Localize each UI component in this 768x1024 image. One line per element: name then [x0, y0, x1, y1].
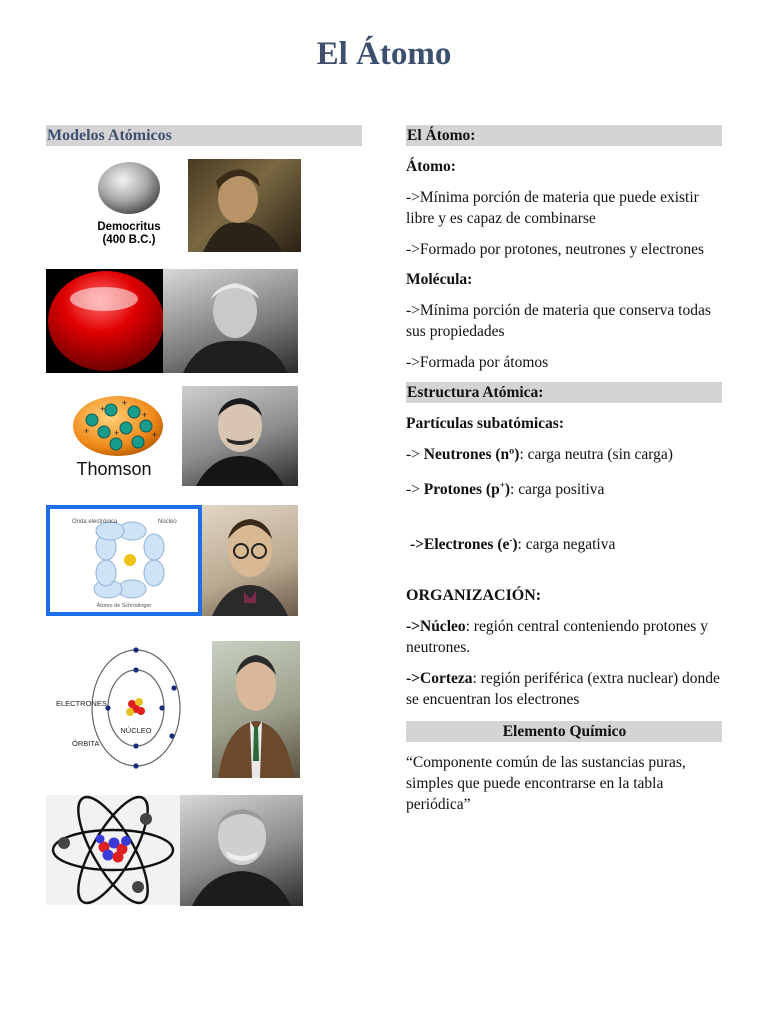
- electrons-line: [406, 530, 722, 555]
- bohr-model-figure: [46, 640, 206, 776]
- neutrons-prefix: ->: [406, 446, 424, 463]
- svg-text:+: +: [142, 410, 148, 420]
- svg-text:+: +: [84, 426, 90, 436]
- organization-heading: ORGANIZACIÓN:: [406, 587, 542, 605]
- electrons-sup: -: [509, 535, 513, 546]
- svg-text:+: +: [100, 404, 106, 414]
- thomson-label: Thomson: [76, 459, 152, 479]
- thomson-portrait: [182, 386, 298, 486]
- nucleus-label: Núcleo: [158, 519, 177, 525]
- neutrons-description: : carga neutra (sin carga): [519, 446, 673, 463]
- page-title: El Átomo: [316, 36, 452, 72]
- electrons-term: ->Electrones (e: [410, 536, 510, 554]
- schrodinger-model-figure: [46, 505, 202, 616]
- schrodinger-orbit-diagram: [50, 509, 198, 612]
- structure-section-bar: Estructura Atómica:: [406, 382, 722, 403]
- nucleus-term: ->Núcleo: [406, 618, 466, 636]
- atomo-definition-1: ->Mínima porción de materia que puede existir libre y es capaz de combinarse: [406, 189, 699, 227]
- protons-close: ): [504, 481, 511, 499]
- nucleus-description: : región central conteniendo protones y neutrones.: [406, 618, 708, 657]
- nucleus-line: [406, 616, 722, 658]
- molecula-definition-2: ->Formada por átomos: [406, 354, 549, 371]
- schrodinger-caption: Átomo de Schrödinger: [96, 603, 152, 609]
- atomo-definition-2: ->Formado por protones, neutrones y electrones: [406, 241, 704, 258]
- svg-text:+: +: [114, 428, 120, 438]
- protons-sup: +: [499, 480, 505, 490]
- bohr-electrons-label: ELECTRONES: [56, 699, 107, 708]
- bohr-orbit-label: ÓRBITA: [72, 739, 100, 748]
- rutherford-model-figure: [46, 795, 180, 905]
- protons-term: Protones (p: [423, 481, 500, 499]
- svg-text:+: +: [122, 398, 128, 408]
- plum-pudding-atom: [56, 388, 176, 488]
- democritus-label: Democritus: [97, 221, 161, 233]
- bohr-atom-diagram: [46, 640, 206, 776]
- bohr-nucleus-label: NÚCLEO: [120, 726, 152, 735]
- protons-line: [406, 475, 722, 500]
- particles-heading: Partículas subatómicas:: [406, 415, 565, 432]
- element-section-bar: Elemento Químico: [406, 721, 722, 742]
- atom-section-bar: El Átomo:: [406, 125, 722, 146]
- element-definition: “Componente común de las sustancias puras, simples que puede encontrarse en la tabla periódica”: [406, 754, 686, 814]
- thomson-model-figure: [56, 388, 176, 488]
- atomic-models-heading: Modelos Atómicos: [46, 125, 362, 146]
- democritus-sphere: [80, 158, 180, 248]
- democritus-model-figure: [80, 158, 180, 248]
- cortex-term: ->Corteza: [406, 670, 473, 688]
- protons-prefix: ->: [406, 481, 424, 499]
- molecula-heading: Molécula:: [406, 271, 473, 288]
- cortex-description: : región periférica (extra nuclear) donde se encuentran los electrones: [406, 670, 720, 709]
- neutrons-term: Neutrones (nº): [423, 446, 520, 463]
- democritus-portrait: [188, 159, 301, 252]
- democritus-date: (400 B.C.): [102, 234, 156, 246]
- rutherford-atom-diagram: [46, 795, 180, 905]
- electrons-close: ): [512, 536, 518, 554]
- wave-label: Onda electrónica: [72, 519, 118, 525]
- protons-description: : carga positiva: [510, 481, 605, 499]
- svg-text:+: +: [152, 430, 158, 440]
- dalton-red-sphere: [46, 269, 166, 373]
- electrons-description: : carga negativa: [517, 536, 616, 554]
- rutherford-portrait: [180, 795, 303, 906]
- bohr-portrait: [212, 641, 300, 778]
- atom-info-column: [406, 125, 722, 815]
- dalton-portrait: [163, 269, 298, 373]
- molecula-definition-1: ->Mínima porción de materia que conserva todas sus propiedades: [406, 302, 711, 340]
- neutrons-line: [406, 444, 722, 465]
- cortex-line: [406, 668, 722, 710]
- atomo-heading: Átomo:: [406, 158, 456, 175]
- atomic-models-column: [46, 125, 362, 146]
- schrodinger-portrait: [202, 505, 298, 616]
